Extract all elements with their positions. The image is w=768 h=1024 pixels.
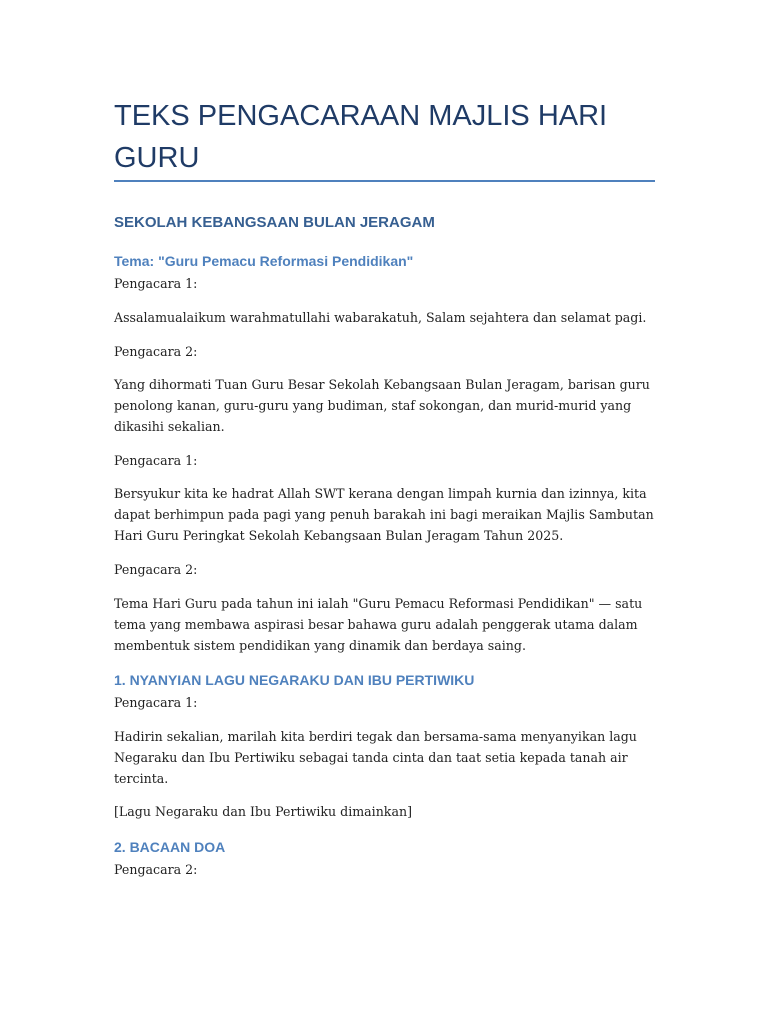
speaker-label: Pengacara 2: — [114, 344, 198, 359]
paragraph: Hadirin sekalian, marilah kita berdiri tegak dan bersama-sama menyanyikan lagu Negaraku dan Ibu Pertiwiku sebagai tanda cinta dan taat setia kepada tanah air tercinta. — [114, 729, 637, 787]
speaker-label: Pengacara 1: — [114, 276, 198, 291]
section-heading-prayer: 2. BACAAN DOA — [114, 839, 226, 855]
theme-heading: Tema: "Guru Pemacu Reformasi Pendidikan" — [114, 253, 414, 269]
paragraph: Yang dihormati Tuan Guru Besar Sekolah Kebangsaan Bulan Jeragam, barisan guru penolong kanan, guru-guru yang budiman, staf sokongan, dan murid-murid yang dikasihi sekalian. — [114, 377, 650, 435]
title-divider — [114, 180, 655, 182]
paragraph: Tema Hari Guru pada tahun ini ialah "Guru Pemacu Reformasi Pendidikan" — satu tema yang membawa aspirasi besar bahawa guru adalah penggerak utama dalam membentuk sistem pendidikan yang dinamik dan berdaya saing. — [114, 596, 643, 654]
paragraph: Assalamualaikum warahmatullahi wabarakatuh, Salam sejahtera dan selamat pagi. — [114, 310, 647, 325]
speaker-label: Pengacara 2: — [114, 862, 198, 877]
speaker-label: Pengacara 1: — [114, 453, 198, 468]
section-heading-anthem: 1. NYANYIAN LAGU NEGARAKU DAN IBU PERTIWIKU — [114, 672, 475, 688]
paragraph: Bersyukur kita ke hadrat Allah SWT kerana dengan limpah kurnia dan izinnya, kita dapat berhimpun pada pagi yang penuh barakah ini bagi meraikan Majlis Sambutan Hari Guru Peringkat Sekolah Kebangsaan Bulan Jeragam Tahun 2025. — [114, 486, 654, 544]
speaker-label: Pengacara 2: — [114, 562, 198, 577]
speaker-label: Pengacara 1: — [114, 695, 198, 710]
document-title: TEKS PENGACARAAN MAJLIS HARI GURU — [114, 100, 608, 174]
stage-note: [Lagu Negaraku dan Ibu Pertiwiku dimainkan] — [114, 804, 412, 819]
school-heading: SEKOLAH KEBANGSAAN BULAN JERAGAM — [114, 214, 435, 231]
